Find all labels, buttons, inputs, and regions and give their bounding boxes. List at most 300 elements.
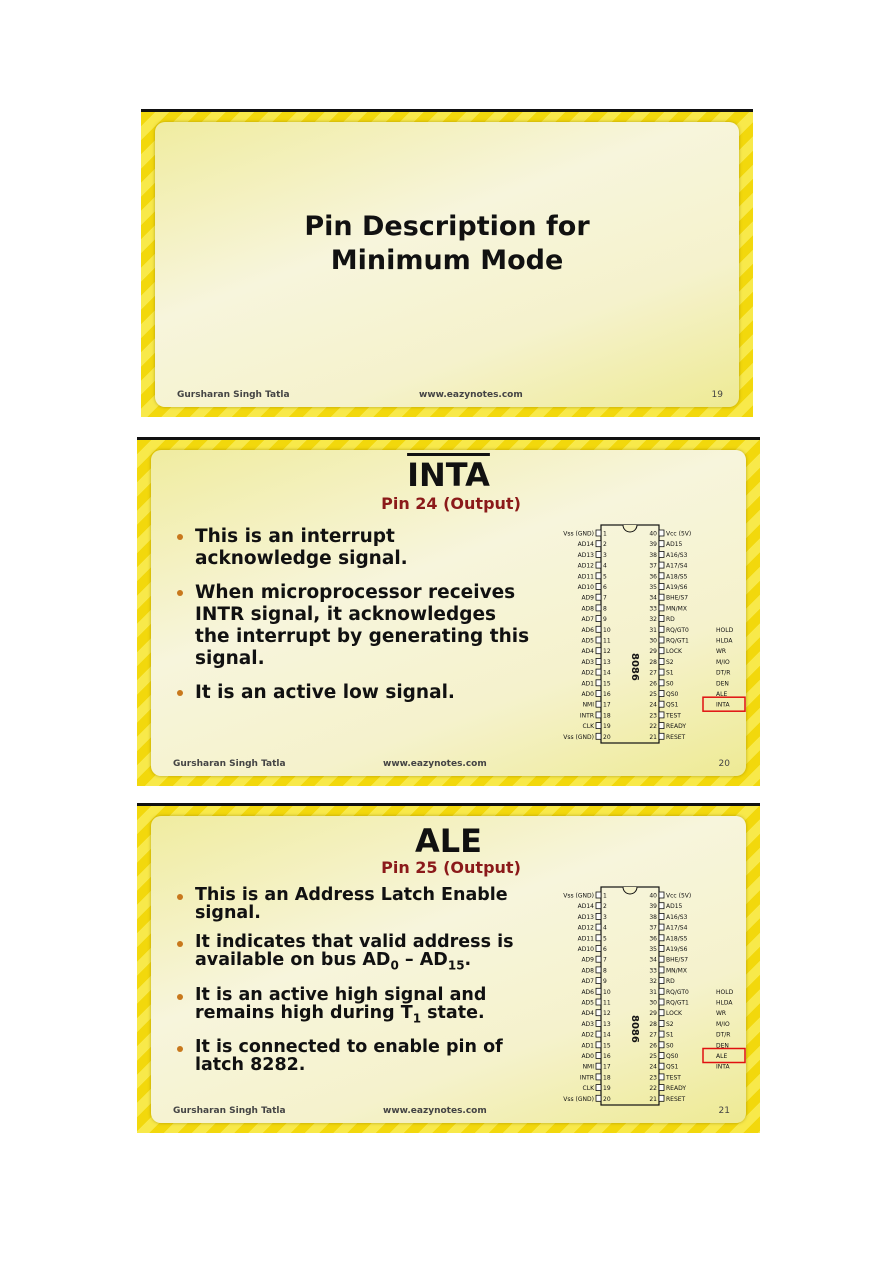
pin-number-right: 23	[649, 712, 657, 720]
pin-name-left: AD8	[581, 605, 594, 613]
pin-number-left: 4	[603, 924, 607, 932]
bullet-item: This is an interrupt acknowledge signal.	[173, 526, 533, 570]
pin-number-right: 40	[649, 530, 657, 538]
pin-box-left	[596, 956, 601, 962]
pin-number-left: 9	[603, 978, 607, 986]
pin-name-right: S0	[666, 1042, 674, 1050]
pin-number-right: 21	[649, 1095, 657, 1103]
pin-box-right	[659, 530, 664, 536]
pin-name-left: Vss (GND)	[563, 892, 594, 900]
pin-name-left: AD2	[581, 1031, 594, 1039]
pin-box-left	[596, 626, 601, 632]
pin-name-right: LOCK	[666, 648, 682, 656]
pin-name-right: A16/S3	[666, 551, 688, 559]
pin-box-right	[659, 967, 664, 973]
bullet-list	[173, 526, 533, 704]
pin-number-left: 4	[603, 562, 607, 570]
pin-name-right: Vcc (5V)	[666, 530, 692, 538]
bullet-text: It is an active high signal and remains high during T	[195, 984, 487, 1023]
pin-box-right	[659, 594, 664, 600]
pin-box-right	[659, 626, 664, 632]
pin-number-left: 7	[603, 956, 607, 964]
pin-name-right: Vcc (5V)	[666, 892, 692, 900]
pin-box-right	[659, 723, 664, 729]
pin-name-left: AD12	[577, 924, 594, 932]
pin-name-right: RD	[666, 616, 675, 624]
slide-title: INTA	[407, 456, 490, 494]
pin-name-right: MN/MX	[666, 967, 687, 975]
footer-author: Gursharan Singh Tatla	[177, 390, 290, 400]
chip-label: 8086	[629, 1015, 640, 1043]
pin-number-right: 25	[649, 691, 657, 698]
pin-box-right	[659, 1010, 664, 1016]
pin-box-left	[596, 637, 601, 643]
pin-name-left: AD10	[577, 584, 594, 591]
pin-number-right: 37	[649, 924, 657, 932]
slide-title-line2: Minimum Mode	[330, 245, 564, 276]
pin-name-right: A19/S6	[666, 584, 688, 591]
bullet-item: This is an Address Latch Enable signal.	[173, 886, 543, 922]
pin-number-right: 34	[649, 956, 657, 964]
pin-number-left: 17	[603, 701, 611, 709]
pin-name-right: A18/S5	[666, 935, 688, 943]
pin-number-right: 38	[649, 551, 657, 559]
pin-number-right: 26	[649, 1042, 657, 1050]
pin-name-left: AD1	[581, 680, 594, 688]
pin-number-right: 25	[649, 1053, 657, 1060]
pin-box-right	[659, 999, 664, 1005]
pin-number-left: 7	[603, 594, 607, 602]
pin-box-left	[596, 669, 601, 675]
pin-name-right: S2	[666, 1020, 674, 1028]
pin-name-right: RQ/GT1	[666, 637, 689, 645]
slide-19	[141, 109, 753, 417]
pin-number-right: 28	[649, 658, 657, 666]
pin-number-right: 38	[649, 913, 657, 921]
slide-panel	[151, 816, 746, 1123]
pin-box-left	[596, 1053, 601, 1059]
pin-name-left: AD12	[577, 562, 594, 570]
pin-number-left: 8	[603, 967, 607, 975]
footer-site: www.eazynotes.com	[383, 759, 487, 769]
footer-page-number: 20	[718, 759, 730, 769]
pin-box-left	[596, 573, 601, 579]
pin-number-left: 17	[603, 1063, 611, 1071]
pin-name-right: A18/S5	[666, 573, 688, 581]
pin-box-right	[659, 978, 664, 984]
pin-name-left: AD3	[581, 658, 594, 666]
min-mode-pin-label: HOLD	[716, 988, 734, 996]
pin-number-left: 14	[603, 669, 611, 677]
pin-number-right: 27	[649, 1031, 657, 1039]
pin-box-left	[596, 946, 601, 952]
footer-author: Gursharan Singh Tatla	[173, 1106, 286, 1116]
pin-box-left	[596, 701, 601, 707]
pin-number-right: 29	[649, 1010, 657, 1018]
pin-box-right	[659, 551, 664, 557]
pin-box-right	[659, 541, 664, 547]
pin-name-left: AD6	[581, 988, 594, 996]
chip-label: 8086	[629, 653, 640, 681]
pin-name-right: BHE/S7	[666, 594, 689, 602]
pin-number-right: 30	[649, 999, 657, 1007]
pin-box-right	[659, 935, 664, 941]
pin-box-left	[596, 648, 601, 654]
pin-number-left: 6	[603, 584, 607, 591]
pin-box-right	[659, 616, 664, 622]
pin-number-right: 39	[649, 903, 657, 911]
pin-box-left	[596, 903, 601, 909]
pin-name-right: RQ/GT0	[666, 988, 689, 996]
bullet-text: state.	[421, 1002, 485, 1023]
pin-box-right	[659, 669, 664, 675]
pin-name-left: AD4	[581, 1010, 594, 1018]
pin-box-left	[596, 913, 601, 919]
pin-name-right: RESET	[666, 733, 686, 741]
pin-number-right: 36	[649, 935, 657, 943]
pin-number-left: 19	[603, 723, 611, 731]
min-mode-pin-label: WR	[716, 1010, 727, 1018]
pin-number-right: 32	[649, 616, 657, 624]
pin-box-right	[659, 584, 664, 590]
pin-box-right	[659, 924, 664, 930]
pin-name-left: NMI	[582, 701, 594, 709]
pin-number-right: 30	[649, 637, 657, 645]
pin-box-right	[659, 680, 664, 686]
pin-number-left: 16	[603, 1053, 611, 1060]
pin-box-left	[596, 988, 601, 994]
pin-box-right	[659, 892, 664, 898]
pin-name-right: A19/S6	[666, 946, 688, 953]
pin-number-left: 13	[603, 658, 611, 666]
bullet-item	[173, 933, 543, 975]
pin-name-right: RD	[666, 978, 675, 986]
pin-name-left: AD1	[581, 1042, 594, 1050]
min-mode-pin-label: M/IO	[716, 658, 730, 666]
slide-footer	[155, 387, 739, 405]
pin-box-left	[596, 712, 601, 718]
pin-box-left	[596, 1010, 601, 1016]
pin-box-left	[596, 680, 601, 686]
pin-name-right: MN/MX	[666, 605, 687, 613]
pin-box-left	[596, 892, 601, 898]
pin-box-right	[659, 1053, 664, 1059]
pin-number-left: 18	[603, 1074, 611, 1082]
pin-number-right: 23	[649, 1074, 657, 1082]
pin-box-left	[596, 1020, 601, 1026]
pin-box-left	[596, 562, 601, 568]
pin-name-right: S0	[666, 680, 674, 688]
pin-box-right	[659, 712, 664, 718]
pin-box-left	[596, 541, 601, 547]
pin-name-left: AD11	[577, 935, 594, 943]
pin-number-left: 18	[603, 712, 611, 720]
pin-number-left: 13	[603, 1020, 611, 1028]
pin-name-left: AD9	[581, 594, 594, 602]
footer-site: www.eazynotes.com	[419, 390, 523, 400]
pin-name-right: QS0	[666, 691, 679, 698]
pin-name-right: QS1	[666, 701, 679, 709]
pin-box-right	[659, 562, 664, 568]
pin-name-right: LOCK	[666, 1010, 682, 1018]
pin-number-right: 33	[649, 605, 657, 613]
bullet-text: – AD	[398, 950, 448, 970]
pin-diagram-8086	[553, 884, 753, 1114]
pin-number-right: 27	[649, 669, 657, 677]
slide-title-line1: Pin Description for	[304, 211, 590, 242]
pin-name-right: READY	[666, 1085, 687, 1093]
pin-name-left: Vss (GND)	[563, 530, 594, 538]
pin-box-right	[659, 605, 664, 611]
footer-page-number: 19	[711, 390, 723, 400]
pin-box-left	[596, 605, 601, 611]
bullet-list	[173, 886, 543, 1074]
min-mode-pin-label: DT/R	[716, 1031, 731, 1039]
pin-number-left: 15	[603, 1042, 611, 1050]
pin-name-left: CLK	[582, 1085, 594, 1093]
pin-number-left: 2	[603, 903, 607, 911]
pin-box-left	[596, 935, 601, 941]
footer-author: Gursharan Singh Tatla	[173, 759, 286, 769]
pin-name-right: QS0	[666, 1053, 679, 1060]
pin-name-left: AD6	[581, 626, 594, 634]
pin-number-left: 11	[603, 999, 611, 1007]
min-mode-pin-label: HLDA	[716, 999, 733, 1007]
pin-name-left: AD7	[581, 978, 594, 986]
pin-number-right: 28	[649, 1020, 657, 1028]
pin-number-left: 8	[603, 605, 607, 613]
pin-number-right: 34	[649, 594, 657, 602]
bullet-text: It indicates that valid address is available on bus AD	[195, 932, 514, 970]
pin-number-right: 31	[649, 626, 657, 634]
pin-name-left: AD0	[581, 1053, 594, 1060]
pin-name-right: A17/S4	[666, 562, 688, 570]
pin-name-right: RESET	[666, 1095, 686, 1103]
pin-name-left: INTR	[579, 1074, 594, 1082]
pin-number-right: 32	[649, 978, 657, 986]
pin-box-left	[596, 594, 601, 600]
slide-footer	[151, 756, 746, 774]
min-mode-pin-label: DEN	[716, 680, 729, 688]
pin-box-right	[659, 733, 664, 739]
pin-number-left: 15	[603, 680, 611, 688]
pin-box-left	[596, 1095, 601, 1101]
chip-notch	[623, 525, 637, 532]
pin-name-right: AD15	[666, 903, 683, 911]
pin-name-left: AD14	[577, 903, 594, 911]
pin-box-left	[596, 967, 601, 973]
pin-name-right: TEST	[666, 712, 681, 720]
pin-name-left: AD2	[581, 669, 594, 677]
pin-name-right: AD15	[666, 541, 683, 549]
pin-name-right: A16/S3	[666, 913, 688, 921]
pin-name-left: INTR	[579, 712, 594, 720]
pin-box-right	[659, 573, 664, 579]
pin-name-right: RQ/GT1	[666, 999, 689, 1007]
min-mode-pin-label: INTA	[716, 701, 730, 709]
min-mode-pin-label: M/IO	[716, 1020, 730, 1028]
footer-page-number: 21	[718, 1106, 730, 1116]
pin-name-right: A17/S4	[666, 924, 688, 932]
pin-number-right: 37	[649, 562, 657, 570]
pin-box-right	[659, 637, 664, 643]
bullet-item: When microprocessor receives INTR signal, it acknowledges the interrupt by generating this signal.	[173, 582, 533, 670]
pin-box-right	[659, 1063, 664, 1069]
pin-box-right	[659, 658, 664, 664]
pin-box-left	[596, 999, 601, 1005]
pin-box-left	[596, 1031, 601, 1037]
min-mode-pin-label: DT/R	[716, 669, 731, 677]
pin-name-left: AD5	[581, 999, 594, 1007]
pin-box-right	[659, 1085, 664, 1091]
pin-box-right	[659, 903, 664, 909]
min-mode-pin-label: HOLD	[716, 626, 734, 634]
pin-name-left: AD11	[577, 573, 594, 581]
pin-number-left: 10	[603, 988, 611, 996]
pin-name-left: CLK	[582, 723, 594, 731]
slide-title: ALE	[414, 822, 482, 860]
pin-box-left	[596, 1063, 601, 1069]
min-mode-pin-label: HLDA	[716, 637, 733, 645]
pin-name-left: Vss (GND)	[563, 1095, 594, 1103]
pin-number-right: 24	[649, 1063, 657, 1071]
slide-panel	[155, 122, 739, 407]
pin-number-left: 11	[603, 637, 611, 645]
pin-number-right: 39	[649, 541, 657, 549]
pin-number-left: 2	[603, 541, 607, 549]
chip-notch	[623, 887, 637, 894]
pin-number-left: 20	[603, 733, 611, 741]
footer-site: www.eazynotes.com	[383, 1106, 487, 1116]
subscript: 15	[447, 958, 465, 973]
pin-number-left: 16	[603, 691, 611, 698]
pin-number-left: 3	[603, 551, 607, 559]
pin-name-left: AD5	[581, 637, 594, 645]
bullet-item: It is an active low signal.	[173, 682, 533, 704]
pin-box-right	[659, 1020, 664, 1026]
pin-name-left: AD7	[581, 616, 594, 624]
pin-name-right: TEST	[666, 1074, 681, 1082]
pin-number-left: 1	[603, 530, 607, 538]
pin-box-right	[659, 648, 664, 654]
pin-number-right: 21	[649, 733, 657, 741]
pin-name-left: AD0	[581, 691, 594, 698]
pin-name-right: READY	[666, 723, 687, 731]
slide-21	[137, 803, 760, 1133]
pin-name-left: AD9	[581, 956, 594, 964]
pin-box-right	[659, 691, 664, 697]
pin-name-left: AD14	[577, 541, 594, 549]
min-mode-pin-label: ALE	[716, 1053, 728, 1060]
pin-number-right: 35	[649, 584, 657, 591]
pin-number-right: 31	[649, 988, 657, 996]
bullet-item: It is connected to enable pin of latch 8282.	[173, 1038, 543, 1074]
pin-box-right	[659, 988, 664, 994]
slide-footer	[151, 1103, 746, 1121]
min-mode-pin-label: WR	[716, 648, 727, 656]
pin-number-right: 26	[649, 680, 657, 688]
pin-box-left	[596, 584, 601, 590]
pin-box-right	[659, 946, 664, 952]
pin-number-right: 29	[649, 648, 657, 656]
pin-name-left: AD3	[581, 1020, 594, 1028]
pin-diagram-8086	[553, 522, 753, 752]
pin-name-left: Vss (GND)	[563, 733, 594, 741]
bullet-text: .	[464, 950, 472, 970]
min-mode-pin-label: DEN	[716, 1042, 729, 1050]
pin-box-left	[596, 658, 601, 664]
pin-box-left	[596, 1042, 601, 1048]
pin-box-left	[596, 616, 601, 622]
pin-name-right: QS1	[666, 1063, 679, 1071]
pin-name-left: AD13	[577, 551, 594, 559]
pin-name-left: AD8	[581, 967, 594, 975]
pin-box-left	[596, 978, 601, 984]
pin-number-right: 33	[649, 967, 657, 975]
pin-number-right: 40	[649, 892, 657, 900]
pin-box-right	[659, 1031, 664, 1037]
slide-subtitle: Pin 24 (Output)	[381, 494, 521, 513]
pin-box-left	[596, 551, 601, 557]
pin-box-right	[659, 913, 664, 919]
pin-number-left: 9	[603, 616, 607, 624]
pin-name-right: S1	[666, 1031, 674, 1039]
pin-box-left	[596, 733, 601, 739]
pin-box-left	[596, 924, 601, 930]
pin-number-right: 22	[649, 723, 657, 731]
pin-box-left	[596, 1074, 601, 1080]
pin-box-left	[596, 1085, 601, 1091]
slide-subtitle: Pin 25 (Output)	[381, 858, 521, 877]
min-mode-pin-label: INTA	[716, 1063, 730, 1071]
min-mode-pin-label: ALE	[716, 691, 728, 698]
pin-number-left: 6	[603, 946, 607, 953]
pin-box-right	[659, 1042, 664, 1048]
pin-number-left: 14	[603, 1031, 611, 1039]
pin-name-right: S2	[666, 658, 674, 666]
pin-name-left: AD13	[577, 913, 594, 921]
bullet-item	[173, 986, 543, 1028]
pin-name-right: S1	[666, 669, 674, 677]
pin-number-right: 24	[649, 701, 657, 709]
pin-number-left: 1	[603, 892, 607, 900]
pin-number-right: 36	[649, 573, 657, 581]
pin-number-left: 20	[603, 1095, 611, 1103]
pin-name-left: AD10	[577, 946, 594, 953]
pin-number-left: 19	[603, 1085, 611, 1093]
subscript: 0	[390, 958, 399, 973]
pin-number-left: 5	[603, 935, 607, 943]
pin-name-right: RQ/GT0	[666, 626, 689, 634]
pin-box-left	[596, 530, 601, 536]
pin-name-left: NMI	[582, 1063, 594, 1071]
pin-box-right	[659, 956, 664, 962]
pin-number-right: 22	[649, 1085, 657, 1093]
pin-number-left: 12	[603, 648, 611, 656]
subscript: 1	[412, 1011, 422, 1025]
pin-name-right: BHE/S7	[666, 956, 689, 964]
pin-box-right	[659, 1095, 664, 1101]
pin-number-right: 35	[649, 946, 657, 953]
pin-number-left: 10	[603, 626, 611, 634]
pin-number-left: 3	[603, 913, 607, 921]
pin-box-left	[596, 723, 601, 729]
pin-number-left: 5	[603, 573, 607, 581]
pin-number-left: 12	[603, 1010, 611, 1018]
slide-20	[137, 437, 760, 786]
pin-box-left	[596, 691, 601, 697]
pin-box-right	[659, 1074, 664, 1080]
